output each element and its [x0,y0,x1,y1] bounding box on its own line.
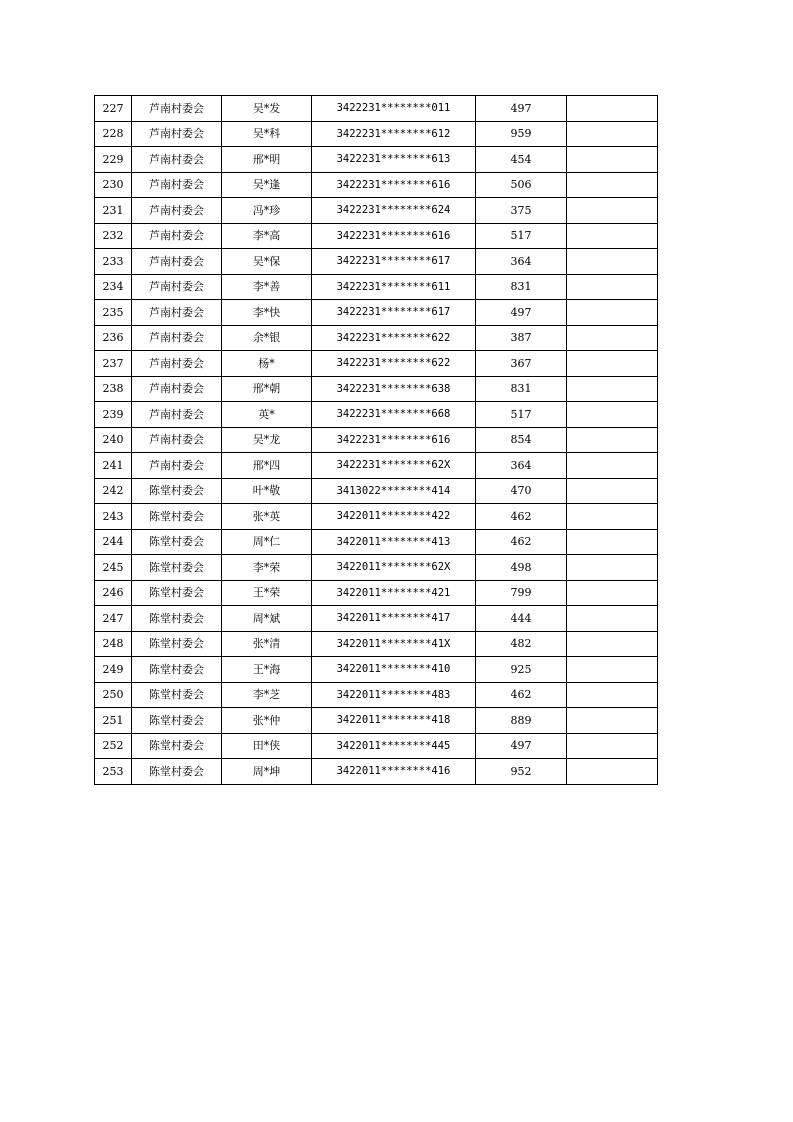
person-name-cell: 余*银 [222,325,312,351]
id-number-cell: 3422231********62X [312,453,476,479]
village-cell: 陈堂村委会 [132,631,222,657]
id-number-cell: 3422231********668 [312,402,476,428]
note-cell [567,759,658,785]
person-name-cell: 邢*明 [222,147,312,173]
village-cell: 芦南村委会 [132,427,222,453]
row-number-cell: 239 [95,402,132,428]
table-row [95,631,658,657]
village-cell: 陈堂村委会 [132,529,222,555]
row-number-cell: 251 [95,708,132,734]
table-row [95,453,658,479]
id-number-cell: 3422011********418 [312,708,476,734]
amount-cell: 364 [476,249,567,275]
note-cell [567,504,658,530]
village-cell: 芦南村委会 [132,223,222,249]
table-row [95,555,658,581]
amount-cell: 517 [476,223,567,249]
row-number-cell: 243 [95,504,132,530]
id-number-cell: 3422231********617 [312,300,476,326]
village-cell: 陈堂村委会 [132,708,222,734]
note-cell [567,478,658,504]
table-row [95,580,658,606]
table-row [95,147,658,173]
row-number-cell: 233 [95,249,132,275]
note-cell [567,376,658,402]
table-row [95,198,658,224]
person-name-cell: 李*善 [222,274,312,300]
village-cell: 芦南村委会 [132,376,222,402]
row-number-cell: 235 [95,300,132,326]
person-name-cell: 周*斌 [222,606,312,632]
table-row [95,121,658,147]
row-number-cell: 231 [95,198,132,224]
person-name-cell: 王*荣 [222,580,312,606]
table-row [95,478,658,504]
note-cell [567,427,658,453]
amount-cell: 482 [476,631,567,657]
note-cell [567,274,658,300]
id-number-cell: 3422231********622 [312,325,476,351]
note-cell [567,300,658,326]
table-row [95,351,658,377]
person-name-cell: 李*芝 [222,682,312,708]
note-cell [567,529,658,555]
id-number-cell: 3422231********011 [312,96,476,122]
amount-cell: 959 [476,121,567,147]
note-cell [567,121,658,147]
id-number-cell: 3422011********41X [312,631,476,657]
note-cell [567,402,658,428]
row-number-cell: 228 [95,121,132,147]
amount-cell: 854 [476,427,567,453]
person-name-cell: 冯*珍 [222,198,312,224]
amount-cell: 454 [476,147,567,173]
amount-cell: 462 [476,682,567,708]
table-row [95,529,658,555]
note-cell [567,555,658,581]
person-name-cell: 周*仁 [222,529,312,555]
person-name-cell: 王*海 [222,657,312,683]
person-name-cell: 周*坤 [222,759,312,785]
person-name-cell: 邢*四 [222,453,312,479]
row-number-cell: 242 [95,478,132,504]
person-name-cell: 杨* [222,351,312,377]
id-number-cell: 3422011********422 [312,504,476,530]
id-number-cell: 3422011********445 [312,733,476,759]
village-cell: 芦南村委会 [132,351,222,377]
row-number-cell: 229 [95,147,132,173]
id-number-cell: 3422231********616 [312,223,476,249]
note-cell [567,657,658,683]
village-cell: 芦南村委会 [132,453,222,479]
amount-cell: 470 [476,478,567,504]
row-number-cell: 253 [95,759,132,785]
table-body [95,96,658,785]
village-cell: 陈堂村委会 [132,580,222,606]
amount-cell: 462 [476,504,567,530]
note-cell [567,198,658,224]
note-cell [567,580,658,606]
village-cell: 陈堂村委会 [132,504,222,530]
village-cell: 芦南村委会 [132,402,222,428]
row-number-cell: 234 [95,274,132,300]
note-cell [567,147,658,173]
amount-cell: 925 [476,657,567,683]
id-number-cell: 3422011********421 [312,580,476,606]
village-cell: 芦南村委会 [132,172,222,198]
village-cell: 陈堂村委会 [132,759,222,785]
id-number-cell: 3422231********624 [312,198,476,224]
person-name-cell: 吴*发 [222,96,312,122]
village-cell: 陈堂村委会 [132,606,222,632]
village-cell: 陈堂村委会 [132,733,222,759]
village-cell: 芦南村委会 [132,274,222,300]
person-name-cell: 田*侠 [222,733,312,759]
amount-cell: 364 [476,453,567,479]
row-number-cell: 238 [95,376,132,402]
person-name-cell: 李*高 [222,223,312,249]
id-number-cell: 3422011********417 [312,606,476,632]
table-row [95,682,658,708]
village-cell: 芦南村委会 [132,300,222,326]
table-row [95,759,658,785]
note-cell [567,223,658,249]
amount-cell: 498 [476,555,567,581]
id-number-cell: 3422011********483 [312,682,476,708]
village-cell: 芦南村委会 [132,121,222,147]
row-number-cell: 249 [95,657,132,683]
person-name-cell: 李*快 [222,300,312,326]
row-number-cell: 232 [95,223,132,249]
row-number-cell: 240 [95,427,132,453]
row-number-cell: 227 [95,96,132,122]
note-cell [567,172,658,198]
id-number-cell: 3422231********616 [312,172,476,198]
village-cell: 芦南村委会 [132,198,222,224]
row-number-cell: 247 [95,606,132,632]
id-number-cell: 3422011********62X [312,555,476,581]
person-name-cell: 张*英 [222,504,312,530]
table-row [95,606,658,632]
note-cell [567,733,658,759]
amount-cell: 497 [476,96,567,122]
table-row [95,657,658,683]
village-cell: 芦南村委会 [132,147,222,173]
note-cell [567,708,658,734]
person-name-cell: 吴*龙 [222,427,312,453]
table-row [95,249,658,275]
row-number-cell: 236 [95,325,132,351]
person-name-cell: 英* [222,402,312,428]
table-row [95,274,658,300]
id-number-cell: 3422011********413 [312,529,476,555]
id-number-cell: 3422231********622 [312,351,476,377]
person-name-cell: 吴*科 [222,121,312,147]
note-cell [567,96,658,122]
person-name-cell: 叶*敬 [222,478,312,504]
person-name-cell: 张*清 [222,631,312,657]
village-cell: 芦南村委会 [132,96,222,122]
row-number-cell: 250 [95,682,132,708]
note-cell [567,606,658,632]
amount-cell: 506 [476,172,567,198]
id-number-cell: 3422231********617 [312,249,476,275]
person-name-cell: 吴*保 [222,249,312,275]
id-number-cell: 3422011********416 [312,759,476,785]
id-number-cell: 3422231********612 [312,121,476,147]
table-row [95,733,658,759]
row-number-cell: 245 [95,555,132,581]
table-row [95,172,658,198]
table-row [95,708,658,734]
note-cell [567,631,658,657]
table-row [95,325,658,351]
table-row [95,402,658,428]
row-number-cell: 252 [95,733,132,759]
amount-cell: 831 [476,376,567,402]
village-cell: 芦南村委会 [132,249,222,275]
note-cell [567,249,658,275]
amount-cell: 444 [476,606,567,632]
table-row [95,223,658,249]
table-row [95,300,658,326]
id-number-cell: 3422231********616 [312,427,476,453]
id-number-cell: 3422231********611 [312,274,476,300]
row-number-cell: 248 [95,631,132,657]
person-name-cell: 张*仲 [222,708,312,734]
amount-cell: 831 [476,274,567,300]
id-number-cell: 3422231********613 [312,147,476,173]
amount-cell: 517 [476,402,567,428]
amount-cell: 387 [476,325,567,351]
id-number-cell: 3422011********410 [312,657,476,683]
amount-cell: 375 [476,198,567,224]
id-number-cell: 3422231********638 [312,376,476,402]
amount-cell: 462 [476,529,567,555]
table-row [95,427,658,453]
village-cell: 芦南村委会 [132,325,222,351]
village-cell: 陈堂村委会 [132,657,222,683]
person-name-cell: 吴*逢 [222,172,312,198]
table-row [95,96,658,122]
amount-cell: 497 [476,733,567,759]
village-cell: 陈堂村委会 [132,682,222,708]
person-name-cell: 李*荣 [222,555,312,581]
note-cell [567,325,658,351]
row-number-cell: 246 [95,580,132,606]
amount-cell: 889 [476,708,567,734]
row-number-cell: 237 [95,351,132,377]
row-number-cell: 244 [95,529,132,555]
table-row [95,504,658,530]
village-cell: 陈堂村委会 [132,478,222,504]
amount-cell: 799 [476,580,567,606]
row-number-cell: 230 [95,172,132,198]
subsidy-roster-table [94,95,658,785]
note-cell [567,453,658,479]
person-name-cell: 邢*朝 [222,376,312,402]
row-number-cell: 241 [95,453,132,479]
amount-cell: 952 [476,759,567,785]
village-cell: 陈堂村委会 [132,555,222,581]
note-cell [567,682,658,708]
id-number-cell: 3413022********414 [312,478,476,504]
note-cell [567,351,658,377]
table-row [95,376,658,402]
amount-cell: 367 [476,351,567,377]
amount-cell: 497 [476,300,567,326]
